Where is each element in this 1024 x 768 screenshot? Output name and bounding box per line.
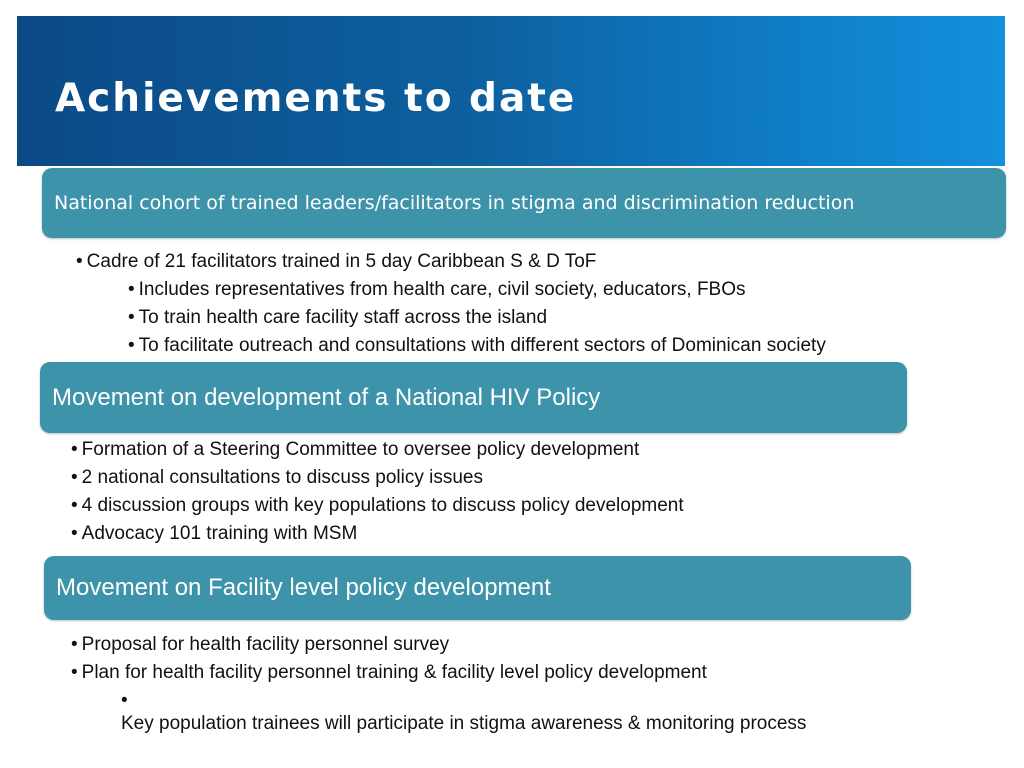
bullet-steering-committee: • Formation of a Steering Committee to oversee policy development [71, 438, 639, 461]
section-header-national-cohort: National cohort of trained leaders/facilitators in stigma and discrimination reduction [42, 168, 1006, 238]
bullet-representatives: • Includes representatives from health care, civil society, educators, FBOs [128, 278, 746, 301]
bullet-discussion-groups: • 4 discussion groups with key populations to discuss policy development [71, 494, 684, 517]
bullet-personnel-training: • Plan for health facility personnel training & facility level policy development [71, 661, 707, 684]
section-header-facility-policy: Movement on Facility level policy development [44, 556, 911, 620]
bullet-advocacy-training: • Advocacy 101 training with MSM [71, 522, 357, 545]
slide-title: Achievements to date [55, 76, 577, 121]
bullet-personnel-survey: • Proposal for health facility personnel survey [71, 633, 449, 656]
bullet-key-population-trainees [121, 689, 821, 735]
bullet-train-staff: • To train health care facility staff across the island [128, 306, 547, 329]
section-header-national-hiv-policy: Movement on development of a National HIV Policy [40, 362, 907, 433]
bullet-national-consultations: • 2 national consultations to discuss policy issues [71, 466, 483, 489]
bullet-outreach: • To facilitate outreach and consultations with different sectors of Dominican society [128, 334, 826, 357]
title-bar [17, 16, 1005, 166]
bullet-cadre: • Cadre of 21 facilitators trained in 5 day Caribbean S & D ToF [76, 250, 596, 273]
bullet-key-population-text: Key population trainees will participate in stigma awareness & monitoring process [121, 713, 807, 734]
